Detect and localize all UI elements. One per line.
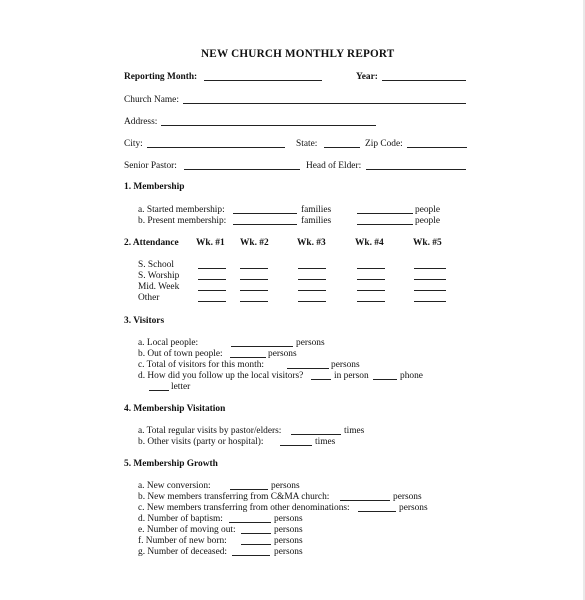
growth-item-unit: persons xyxy=(274,547,303,557)
local-people-label: a. Local people: xyxy=(138,338,199,348)
membership-heading: 1. Membership xyxy=(124,182,185,192)
attendance-cell-field[interactable] xyxy=(240,293,268,302)
state-field[interactable] xyxy=(324,139,360,148)
out-of-town-label: b. Out of town people: xyxy=(138,349,223,359)
week-3-header: Wk. #3 xyxy=(297,238,326,248)
new-conversion-field[interactable] xyxy=(230,481,268,490)
attendance-cell-field[interactable] xyxy=(298,271,326,280)
attendance-cell-field[interactable] xyxy=(240,282,268,291)
church-name-field[interactable] xyxy=(183,95,466,104)
regular-visits-label: a. Total regular visits by pastor/elders: xyxy=(138,426,282,436)
growth-heading: 5. Membership Growth xyxy=(124,459,218,469)
follow-up-label: d. How did you follow up the local visitors? xyxy=(138,371,304,381)
present-people-unit: people xyxy=(415,216,440,226)
week-5-header: Wk. #5 xyxy=(413,238,442,248)
started-families-unit: families xyxy=(301,205,332,215)
present-membership-label: b. Present membership: xyxy=(138,216,227,226)
present-people-field[interactable] xyxy=(357,216,413,225)
moving-out-field[interactable] xyxy=(241,525,271,534)
growth-item-label: f. Number of new born: xyxy=(138,536,227,546)
growth-item-unit: persons xyxy=(399,503,428,513)
year-label: Year: xyxy=(356,72,378,82)
regular-visits-unit: times xyxy=(344,426,365,436)
growth-item-unit: persons xyxy=(274,536,303,546)
senior-pastor-label: Senior Pastor: xyxy=(124,161,177,171)
week-1-header: Wk. #1 xyxy=(196,238,225,248)
growth-item-label: c. New members transferring from other denominations: xyxy=(138,503,350,513)
local-people-unit: persons xyxy=(296,338,325,348)
attendance-cell-field[interactable] xyxy=(298,293,326,302)
report-title: NEW CHURCH MONTHLY REPORT xyxy=(201,48,395,60)
started-membership-label: a. Started membership: xyxy=(138,205,225,215)
attendance-cell-field[interactable] xyxy=(198,293,226,302)
new-born-field[interactable] xyxy=(241,536,271,545)
other-visits-label: b. Other visits (party or hospital): xyxy=(138,437,264,447)
letter-field[interactable] xyxy=(149,382,169,391)
growth-item-label: b. New members transferring from C&MA church: xyxy=(138,492,330,502)
attendance-cell-field[interactable] xyxy=(240,271,268,280)
total-visitors-unit: persons xyxy=(331,360,360,370)
attendance-cell-field[interactable] xyxy=(240,260,268,269)
growth-item-unit: persons xyxy=(274,525,303,535)
growth-item-unit: persons xyxy=(271,481,300,491)
growth-item-label: e. Number of moving out: xyxy=(138,525,236,535)
started-people-unit: people xyxy=(415,205,440,215)
out-of-town-unit: persons xyxy=(268,349,297,359)
attendance-cell-field[interactable] xyxy=(357,260,385,269)
present-families-unit: families xyxy=(301,216,332,226)
total-visitors-label: c. Total of visitors for this month: xyxy=(138,360,264,370)
other-visits-field[interactable] xyxy=(280,437,312,446)
attendance-cell-field[interactable] xyxy=(414,282,446,291)
other-denomination-field[interactable] xyxy=(358,503,396,512)
total-visitors-field[interactable] xyxy=(287,360,329,369)
local-people-field[interactable] xyxy=(231,338,293,347)
week-4-header: Wk. #4 xyxy=(355,238,384,248)
in-person-field[interactable] xyxy=(311,371,331,380)
reporting-month-field[interactable] xyxy=(204,72,322,81)
out-of-town-field[interactable] xyxy=(230,349,266,358)
started-people-field[interactable] xyxy=(357,205,413,214)
attendance-cell-field[interactable] xyxy=(357,282,385,291)
attendance-cell-field[interactable] xyxy=(357,271,385,280)
attendance-cell-field[interactable] xyxy=(414,271,446,280)
address-label: Address: xyxy=(124,117,158,127)
in-person-text: in person xyxy=(334,371,369,381)
zip-code-field[interactable] xyxy=(407,139,467,148)
started-families-field[interactable] xyxy=(233,205,297,214)
cma-transfer-field[interactable] xyxy=(340,492,390,501)
other-visits-unit: times xyxy=(315,437,336,447)
visitation-heading: 4. Membership Visitation xyxy=(124,404,226,414)
growth-item-label: g. Number of deceased: xyxy=(138,547,228,557)
attendance-cell-field[interactable] xyxy=(198,282,226,291)
present-families-field[interactable] xyxy=(233,216,297,225)
head-of-elder-label: Head of Elder: xyxy=(306,161,362,171)
head-of-elder-field[interactable] xyxy=(366,161,466,170)
growth-item-label: a. New conversion: xyxy=(138,481,211,491)
phone-field[interactable] xyxy=(373,371,397,380)
attendance-cell-field[interactable] xyxy=(298,282,326,291)
state-label: State: xyxy=(296,139,318,149)
attendance-cell-field[interactable] xyxy=(414,260,446,269)
attendance-cell-field[interactable] xyxy=(357,293,385,302)
deceased-field[interactable] xyxy=(232,547,270,556)
senior-pastor-field[interactable] xyxy=(184,161,300,170)
address-field[interactable] xyxy=(161,117,376,126)
week-2-header: Wk. #2 xyxy=(240,238,269,248)
growth-item-unit: persons xyxy=(274,514,303,524)
growth-item-label: d. Number of baptism: xyxy=(138,514,223,524)
attendance-row-label: Mid. Week xyxy=(138,282,180,292)
letter-text: letter xyxy=(171,382,191,392)
attendance-cell-field[interactable] xyxy=(414,293,446,302)
attendance-cell-field[interactable] xyxy=(298,260,326,269)
attendance-heading: 2. Attendance xyxy=(124,238,179,248)
year-field[interactable] xyxy=(382,72,466,81)
church-name-label: Church Name: xyxy=(124,95,179,105)
city-field[interactable] xyxy=(147,139,285,148)
phone-text: phone xyxy=(400,371,423,381)
visitors-heading: 3. Visitors xyxy=(124,316,165,326)
zip-code-label: Zip Code: xyxy=(365,139,403,149)
attendance-row-label: S. School xyxy=(138,260,174,270)
attendance-cell-field[interactable] xyxy=(198,260,226,269)
baptism-field[interactable] xyxy=(229,514,271,523)
attendance-row-label: Other xyxy=(138,293,160,303)
growth-item-unit: persons xyxy=(393,492,422,502)
attendance-cell-field[interactable] xyxy=(198,271,226,280)
attendance-row-label: S. Worship xyxy=(138,271,180,281)
reporting-month-label: Reporting Month: xyxy=(124,72,198,82)
city-label: City: xyxy=(124,139,143,149)
regular-visits-field[interactable] xyxy=(291,426,341,435)
